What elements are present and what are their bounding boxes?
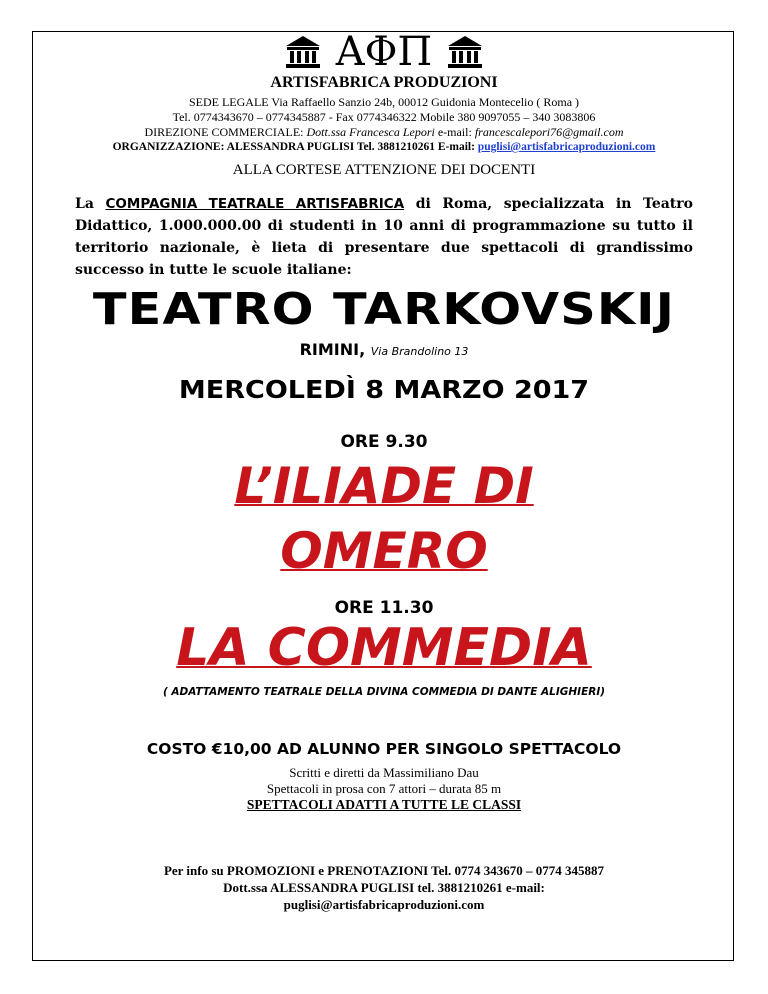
logo — [0, 30, 768, 74]
venue-city: RIMINI, — [299, 340, 366, 359]
temple-icon-left — [284, 34, 322, 70]
show2-subtitle: ( ADATTAMENTO TEATRALE DELLA DIVINA COMMEDIA DI DANTE ALIGHIERI) — [162, 686, 606, 698]
commercial-direction — [0, 125, 768, 140]
logo-greek-letters: ΑΦΠ — [335, 29, 433, 75]
commercial-label: DIREZIONE COMMERCIALE: — [144, 125, 307, 139]
intro-company: COMPAGNIA TEATRALE ARTISFABRICA — [105, 196, 405, 212]
organization-text: ORGANIZZAZIONE: ALESSANDRA PUGLISI Tel. 3881210261 E-mail: — [112, 141, 478, 153]
show1-time: ORE 9.30 — [340, 432, 428, 452]
cost-line: COSTO €10,00 AD ALUNNO PER SINGOLO SPETTACOLO — [146, 740, 622, 758]
footer-contact: Dott.ssa ALESSANDRA PUGLISI tel. 3881210261 e-mail: — [223, 880, 545, 895]
organization-email-link[interactable]: puglisi@artisfabricaproduzioni.com — [477, 141, 656, 153]
credits-line: Scritti e diretti da Massimiliano Dau — [289, 765, 479, 780]
intro-prefix: La — [75, 196, 106, 212]
phone-line: Tel. 0774343670 – 0774345887 - Fax 0774346322 Mobile 380 9097055 – 340 3083806 — [172, 110, 596, 124]
show2-time: ORE 11.30 — [334, 598, 434, 618]
legal-address: SEDE LEGALE Via Raffaello Sanzio 24b, 00012 Guidonia Montecelio ( Roma ) — [188, 95, 580, 109]
prosa-line: Spettacoli in prosa con 7 attori – durata 85 m — [266, 781, 502, 796]
venue-name: TEATRO TARKOVSKIJ — [92, 284, 676, 335]
intro-rest: di Roma, specializzata in Teatro Didattico, 1.000.000.00 di studenti in 10 anni di programmazione su tutto il territorio nazionale, è lieta di presentare due spettacoli di grandissimo successo in tutte le scuole italiane: — [75, 196, 693, 278]
classes-line: SPETTACOLI ADATTI A TUTTE LE CLASSI — [246, 797, 522, 812]
intro-paragraph — [75, 193, 693, 281]
venue-location — [0, 340, 768, 359]
footer-email: puglisi@artisfabricaproduzioni.com — [283, 897, 485, 912]
show1-title-line1: L’ILIADE DI — [234, 457, 534, 515]
event-date: MERCOLEDÌ 8 MARZO 2017 — [178, 375, 590, 404]
show1-title-line2: OMERO — [280, 522, 488, 580]
venue-address: Via Brandolino 13 — [370, 345, 469, 358]
temple-icon-right — [446, 34, 484, 70]
show2-title: LA COMMEDIA — [176, 618, 592, 678]
organization-line — [0, 140, 768, 155]
commercial-email: francescalepori76@gmail.com — [474, 125, 624, 139]
attention-heading: ALLA CORTESE ATTENZIONE DEI DOCENTI — [232, 162, 536, 178]
commercial-name: Dott.ssa Francesca Lepori — [306, 125, 435, 139]
company-name: ARTISFABRICA PRODUZIONI — [270, 74, 498, 91]
commercial-email-label: e-mail: — [434, 125, 475, 139]
footer-info: Per info su PROMOZIONI e PRENOTAZIONI Tel. 0774 343670 – 0774 345887 — [163, 863, 605, 878]
